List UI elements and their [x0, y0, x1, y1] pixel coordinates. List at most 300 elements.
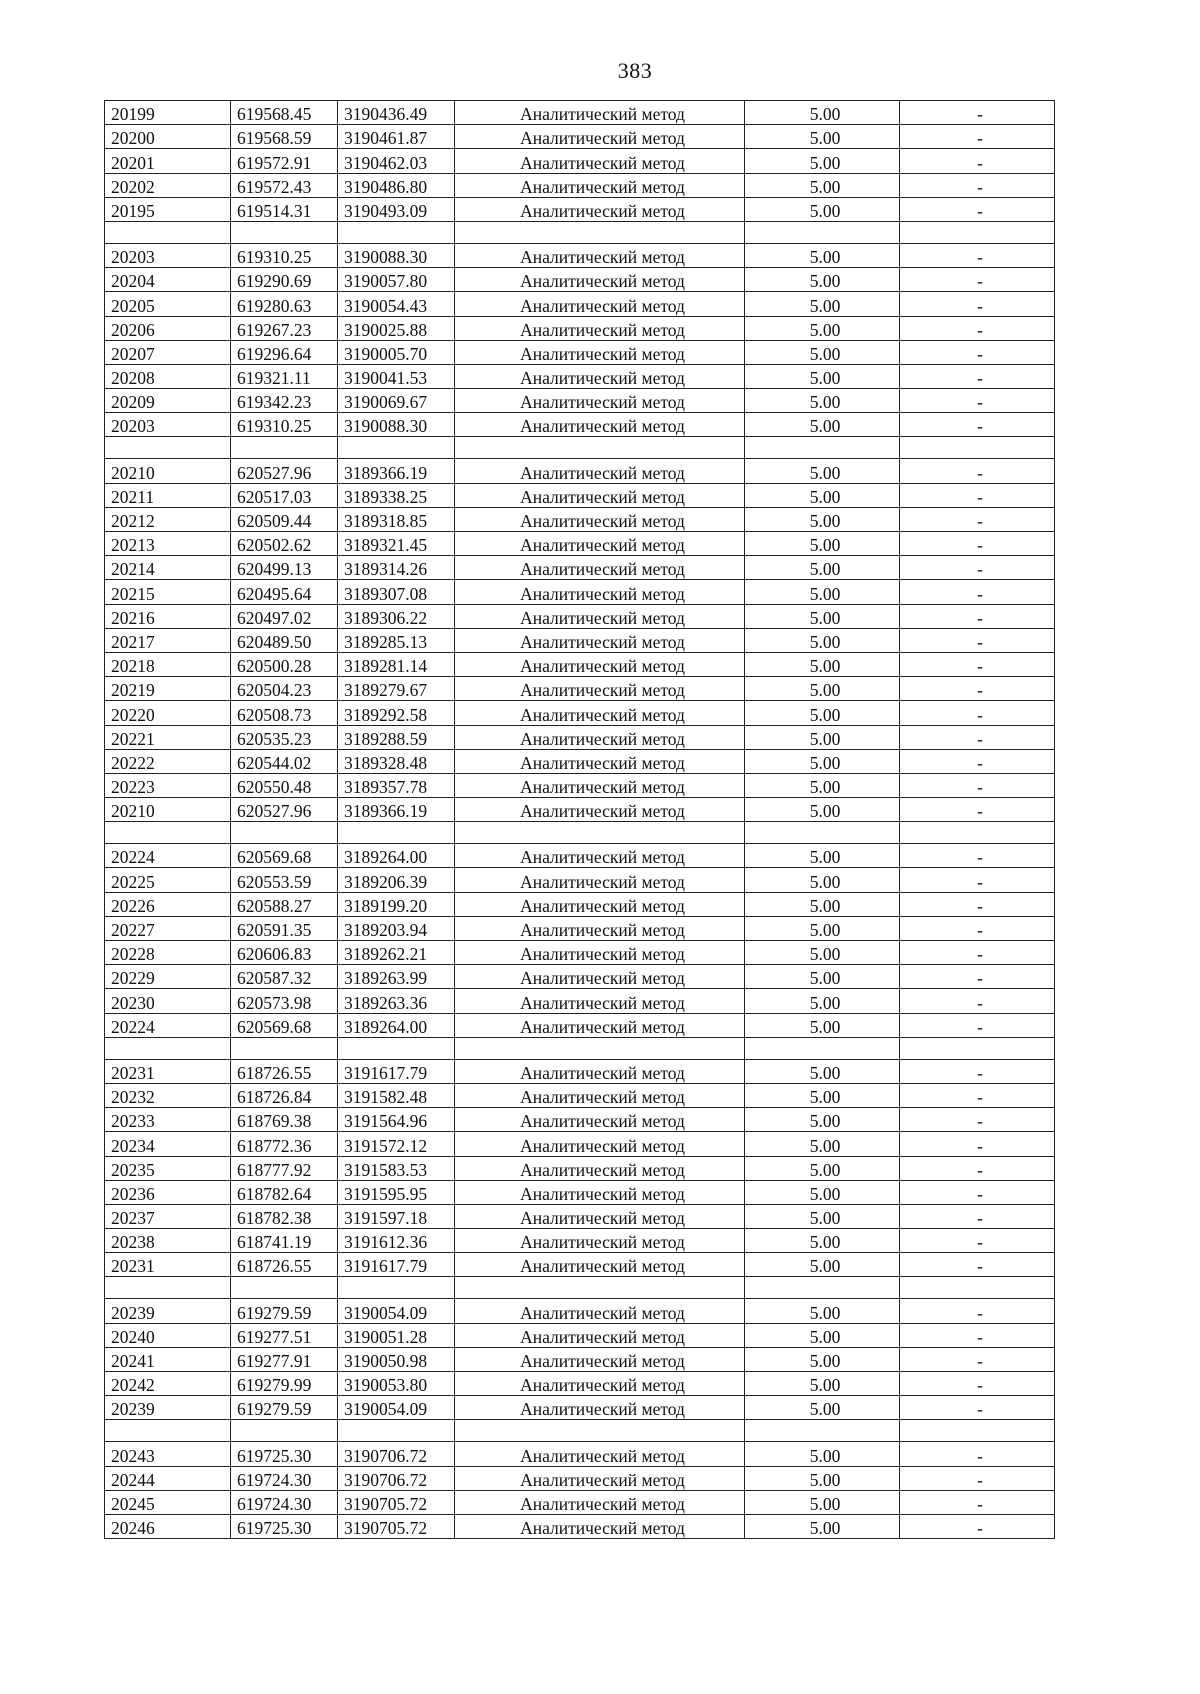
dash-cell: - — [900, 459, 1055, 483]
table-row — [105, 868, 1055, 892]
method-cell: Аналитический метод — [455, 1229, 745, 1253]
empty-cell — [338, 1277, 455, 1299]
method-cell: Аналитический метод — [455, 773, 745, 797]
table-row — [105, 941, 1055, 965]
error-cell: 5.00 — [745, 892, 900, 916]
group-separator-row — [105, 1037, 1055, 1059]
dash-cell: - — [900, 868, 1055, 892]
point-id-cell: 20226 — [105, 892, 231, 916]
y-coordinate-cell: 3190005.70 — [338, 340, 455, 364]
x-coordinate-cell: 620489.50 — [231, 628, 338, 652]
y-coordinate-cell: 3189314.26 — [338, 556, 455, 580]
method-cell: Аналитический метод — [455, 798, 745, 822]
table-row — [105, 1132, 1055, 1156]
table-row — [105, 101, 1055, 125]
point-id-cell: 20207 — [105, 340, 231, 364]
x-coordinate-cell: 619724.30 — [231, 1490, 338, 1514]
dash-cell: - — [900, 483, 1055, 507]
table-row — [105, 1083, 1055, 1107]
table-row — [105, 580, 1055, 604]
error-cell: 5.00 — [745, 268, 900, 292]
empty-cell — [900, 437, 1055, 459]
table-row — [105, 701, 1055, 725]
error-cell: 5.00 — [745, 844, 900, 868]
error-cell: 5.00 — [745, 389, 900, 413]
method-cell: Аналитический метод — [455, 340, 745, 364]
dash-cell: - — [900, 916, 1055, 940]
x-coordinate-cell: 618782.38 — [231, 1204, 338, 1228]
dash-cell: - — [900, 1442, 1055, 1466]
point-id-cell: 20242 — [105, 1372, 231, 1396]
error-cell: 5.00 — [745, 556, 900, 580]
y-coordinate-cell: 3189328.48 — [338, 749, 455, 773]
error-cell: 5.00 — [745, 532, 900, 556]
x-coordinate-cell: 620535.23 — [231, 725, 338, 749]
error-cell: 5.00 — [745, 989, 900, 1013]
x-coordinate-cell: 619342.23 — [231, 389, 338, 413]
method-cell: Аналитический метод — [455, 483, 745, 507]
empty-cell — [900, 822, 1055, 844]
x-coordinate-cell: 618782.64 — [231, 1180, 338, 1204]
y-coordinate-cell: 3189199.20 — [338, 892, 455, 916]
y-coordinate-cell: 3191564.96 — [338, 1108, 455, 1132]
method-cell: Аналитический метод — [455, 868, 745, 892]
y-coordinate-cell: 3189318.85 — [338, 507, 455, 531]
dash-cell: - — [900, 1180, 1055, 1204]
point-id-cell: 20231 — [105, 1253, 231, 1277]
method-cell: Аналитический метод — [455, 1059, 745, 1083]
error-cell: 5.00 — [745, 1108, 900, 1132]
empty-cell — [231, 1277, 338, 1299]
x-coordinate-cell: 620500.28 — [231, 652, 338, 676]
empty-cell — [338, 437, 455, 459]
group-separator-row — [105, 437, 1055, 459]
error-cell: 5.00 — [745, 483, 900, 507]
point-id-cell: 20227 — [105, 916, 231, 940]
point-id-cell: 20195 — [105, 197, 231, 221]
method-cell: Аналитический метод — [455, 1013, 745, 1037]
error-cell: 5.00 — [745, 316, 900, 340]
error-cell: 5.00 — [745, 773, 900, 797]
table-row — [105, 459, 1055, 483]
point-id-cell: 20204 — [105, 268, 231, 292]
empty-cell — [338, 1037, 455, 1059]
error-cell: 5.00 — [745, 243, 900, 267]
y-coordinate-cell: 3190461.87 — [338, 125, 455, 149]
dash-cell: - — [900, 1083, 1055, 1107]
method-cell: Аналитический метод — [455, 101, 745, 125]
error-cell: 5.00 — [745, 1229, 900, 1253]
dash-cell: - — [900, 798, 1055, 822]
method-cell: Аналитический метод — [455, 316, 745, 340]
point-id-cell: 20235 — [105, 1156, 231, 1180]
x-coordinate-cell: 619310.25 — [231, 413, 338, 437]
error-cell: 5.00 — [745, 798, 900, 822]
method-cell: Аналитический метод — [455, 389, 745, 413]
y-coordinate-cell: 3189285.13 — [338, 628, 455, 652]
table-row — [105, 292, 1055, 316]
point-id-cell: 20241 — [105, 1347, 231, 1371]
y-coordinate-cell: 3189263.99 — [338, 965, 455, 989]
y-coordinate-cell: 3189264.00 — [338, 1013, 455, 1037]
empty-cell — [231, 1037, 338, 1059]
error-cell: 5.00 — [745, 292, 900, 316]
table-row — [105, 604, 1055, 628]
method-cell: Аналитический метод — [455, 125, 745, 149]
dash-cell: - — [900, 1347, 1055, 1371]
dash-cell: - — [900, 1229, 1055, 1253]
dash-cell: - — [900, 965, 1055, 989]
x-coordinate-cell: 619279.59 — [231, 1299, 338, 1323]
point-id-cell: 20229 — [105, 965, 231, 989]
empty-cell — [105, 822, 231, 844]
y-coordinate-cell: 3190053.80 — [338, 1372, 455, 1396]
point-id-cell: 20216 — [105, 604, 231, 628]
dash-cell: - — [900, 1013, 1055, 1037]
dash-cell: - — [900, 413, 1055, 437]
table-row — [105, 1156, 1055, 1180]
method-cell: Аналитический метод — [455, 556, 745, 580]
point-id-cell: 20215 — [105, 580, 231, 604]
x-coordinate-cell: 618726.55 — [231, 1253, 338, 1277]
point-id-cell: 20236 — [105, 1180, 231, 1204]
x-coordinate-cell: 618741.19 — [231, 1229, 338, 1253]
point-id-cell: 20208 — [105, 364, 231, 388]
method-cell: Аналитический метод — [455, 1372, 745, 1396]
y-coordinate-cell: 3191582.48 — [338, 1083, 455, 1107]
table-row — [105, 532, 1055, 556]
point-id-cell: 20239 — [105, 1396, 231, 1420]
table-row — [105, 268, 1055, 292]
x-coordinate-cell: 619267.23 — [231, 316, 338, 340]
error-cell: 5.00 — [745, 507, 900, 531]
y-coordinate-cell: 3191612.36 — [338, 1229, 455, 1253]
x-coordinate-cell: 619724.30 — [231, 1466, 338, 1490]
empty-cell — [338, 1420, 455, 1442]
x-coordinate-cell: 620588.27 — [231, 892, 338, 916]
point-id-cell: 20203 — [105, 413, 231, 437]
error-cell: 5.00 — [745, 916, 900, 940]
table-row — [105, 1442, 1055, 1466]
method-cell: Аналитический метод — [455, 1180, 745, 1204]
method-cell: Аналитический метод — [455, 1132, 745, 1156]
y-coordinate-cell: 3190088.30 — [338, 243, 455, 267]
table-row — [105, 1299, 1055, 1323]
y-coordinate-cell: 3191572.12 — [338, 1132, 455, 1156]
table-row — [105, 628, 1055, 652]
error-cell: 5.00 — [745, 749, 900, 773]
y-coordinate-cell: 3189279.67 — [338, 677, 455, 701]
method-cell: Аналитический метод — [455, 197, 745, 221]
empty-cell — [338, 822, 455, 844]
method-cell: Аналитический метод — [455, 1204, 745, 1228]
y-coordinate-cell: 3190436.49 — [338, 101, 455, 125]
point-id-cell: 20206 — [105, 316, 231, 340]
dash-cell: - — [900, 532, 1055, 556]
point-id-cell: 20219 — [105, 677, 231, 701]
table-row — [105, 892, 1055, 916]
dash-cell: - — [900, 507, 1055, 531]
x-coordinate-cell: 620508.73 — [231, 701, 338, 725]
method-cell: Аналитический метод — [455, 892, 745, 916]
error-cell: 5.00 — [745, 413, 900, 437]
dash-cell: - — [900, 1132, 1055, 1156]
dash-cell: - — [900, 292, 1055, 316]
y-coordinate-cell: 3191597.18 — [338, 1204, 455, 1228]
dash-cell: - — [900, 125, 1055, 149]
y-coordinate-cell: 3190057.80 — [338, 268, 455, 292]
dash-cell: - — [900, 316, 1055, 340]
x-coordinate-cell: 620502.62 — [231, 532, 338, 556]
dash-cell: - — [900, 1204, 1055, 1228]
method-cell: Аналитический метод — [455, 1490, 745, 1514]
empty-cell — [231, 1420, 338, 1442]
x-coordinate-cell: 618777.92 — [231, 1156, 338, 1180]
method-cell: Аналитический метод — [455, 532, 745, 556]
point-id-cell: 20225 — [105, 868, 231, 892]
point-id-cell: 20231 — [105, 1059, 231, 1083]
dash-cell: - — [900, 389, 1055, 413]
error-cell: 5.00 — [745, 197, 900, 221]
table-row — [105, 652, 1055, 676]
table-row — [105, 316, 1055, 340]
x-coordinate-cell: 619310.25 — [231, 243, 338, 267]
point-id-cell: 20214 — [105, 556, 231, 580]
y-coordinate-cell: 3190462.03 — [338, 149, 455, 173]
page-number: 383 — [617, 58, 653, 83]
table-row — [105, 1013, 1055, 1037]
table-row — [105, 389, 1055, 413]
dash-cell: - — [900, 173, 1055, 197]
dash-cell: - — [900, 1059, 1055, 1083]
empty-cell — [105, 1420, 231, 1442]
dash-cell: - — [900, 101, 1055, 125]
table-row — [105, 1253, 1055, 1277]
dash-cell: - — [900, 677, 1055, 701]
y-coordinate-cell: 3190051.28 — [338, 1323, 455, 1347]
error-cell: 5.00 — [745, 149, 900, 173]
method-cell: Аналитический метод — [455, 989, 745, 1013]
empty-cell — [338, 221, 455, 243]
y-coordinate-cell: 3190041.53 — [338, 364, 455, 388]
empty-cell — [231, 221, 338, 243]
table-row — [105, 1490, 1055, 1514]
dash-cell: - — [900, 1514, 1055, 1538]
point-id-cell: 20228 — [105, 941, 231, 965]
x-coordinate-cell: 620606.83 — [231, 941, 338, 965]
dash-cell: - — [900, 1323, 1055, 1347]
dash-cell: - — [900, 580, 1055, 604]
dash-cell: - — [900, 892, 1055, 916]
y-coordinate-cell: 3190054.09 — [338, 1299, 455, 1323]
method-cell: Аналитический метод — [455, 1323, 745, 1347]
method-cell: Аналитический метод — [455, 292, 745, 316]
method-cell: Аналитический метод — [455, 149, 745, 173]
table-row — [105, 1372, 1055, 1396]
empty-cell — [231, 822, 338, 844]
dash-cell: - — [900, 556, 1055, 580]
dash-cell: - — [900, 749, 1055, 773]
table-row — [105, 773, 1055, 797]
error-cell: 5.00 — [745, 1490, 900, 1514]
y-coordinate-cell: 3189206.39 — [338, 868, 455, 892]
group-separator-row — [105, 1277, 1055, 1299]
table-row — [105, 507, 1055, 531]
table-row — [105, 1108, 1055, 1132]
point-id-cell: 20239 — [105, 1299, 231, 1323]
point-id-cell: 20199 — [105, 101, 231, 125]
point-id-cell: 20221 — [105, 725, 231, 749]
method-cell: Аналитический метод — [455, 677, 745, 701]
dash-cell: - — [900, 604, 1055, 628]
x-coordinate-cell: 620573.98 — [231, 989, 338, 1013]
error-cell: 5.00 — [745, 1466, 900, 1490]
y-coordinate-cell: 3189366.19 — [338, 798, 455, 822]
table-row — [105, 749, 1055, 773]
method-cell: Аналитический метод — [455, 413, 745, 437]
table-row — [105, 798, 1055, 822]
error-cell: 5.00 — [745, 1180, 900, 1204]
table-row — [105, 677, 1055, 701]
point-id-cell: 20202 — [105, 173, 231, 197]
x-coordinate-cell: 619290.69 — [231, 268, 338, 292]
table-row — [105, 989, 1055, 1013]
dash-cell: - — [900, 989, 1055, 1013]
error-cell: 5.00 — [745, 1083, 900, 1107]
empty-cell — [745, 437, 900, 459]
x-coordinate-cell: 618769.38 — [231, 1108, 338, 1132]
error-cell: 5.00 — [745, 1396, 900, 1420]
dash-cell: - — [900, 197, 1055, 221]
error-cell: 5.00 — [745, 459, 900, 483]
table-row — [105, 1204, 1055, 1228]
dash-cell: - — [900, 1396, 1055, 1420]
empty-cell — [455, 437, 745, 459]
point-id-cell: 20220 — [105, 701, 231, 725]
error-cell: 5.00 — [745, 1132, 900, 1156]
empty-cell — [745, 221, 900, 243]
x-coordinate-cell: 620527.96 — [231, 798, 338, 822]
x-coordinate-cell: 619568.45 — [231, 101, 338, 125]
group-separator-row — [105, 221, 1055, 243]
x-coordinate-cell: 620527.96 — [231, 459, 338, 483]
y-coordinate-cell: 3189203.94 — [338, 916, 455, 940]
group-separator-row — [105, 822, 1055, 844]
y-coordinate-cell: 3190493.09 — [338, 197, 455, 221]
y-coordinate-cell: 3191595.95 — [338, 1180, 455, 1204]
error-cell: 5.00 — [745, 1323, 900, 1347]
table-row — [105, 483, 1055, 507]
method-cell: Аналитический метод — [455, 844, 745, 868]
error-cell: 5.00 — [745, 604, 900, 628]
error-cell: 5.00 — [745, 101, 900, 125]
empty-cell — [745, 1277, 900, 1299]
y-coordinate-cell: 3190050.98 — [338, 1347, 455, 1371]
method-cell: Аналитический метод — [455, 749, 745, 773]
dash-cell: - — [900, 628, 1055, 652]
x-coordinate-cell: 620544.02 — [231, 749, 338, 773]
method-cell: Аналитический метод — [455, 1299, 745, 1323]
x-coordinate-cell: 620509.44 — [231, 507, 338, 531]
method-cell: Аналитический метод — [455, 459, 745, 483]
error-cell: 5.00 — [745, 1514, 900, 1538]
y-coordinate-cell: 3189321.45 — [338, 532, 455, 556]
point-id-cell: 20245 — [105, 1490, 231, 1514]
method-cell: Аналитический метод — [455, 364, 745, 388]
x-coordinate-cell: 619279.99 — [231, 1372, 338, 1396]
x-coordinate-cell: 618726.55 — [231, 1059, 338, 1083]
y-coordinate-cell: 3190025.88 — [338, 316, 455, 340]
table-row — [105, 413, 1055, 437]
x-coordinate-cell: 619725.30 — [231, 1514, 338, 1538]
y-coordinate-cell: 3190054.43 — [338, 292, 455, 316]
x-coordinate-cell: 619279.59 — [231, 1396, 338, 1420]
table-row — [105, 1059, 1055, 1083]
error-cell: 5.00 — [745, 965, 900, 989]
table-row — [105, 197, 1055, 221]
x-coordinate-cell: 619514.31 — [231, 197, 338, 221]
error-cell: 5.00 — [745, 1204, 900, 1228]
x-coordinate-cell: 620495.64 — [231, 580, 338, 604]
error-cell: 5.00 — [745, 364, 900, 388]
error-cell: 5.00 — [745, 677, 900, 701]
x-coordinate-cell: 618772.36 — [231, 1132, 338, 1156]
y-coordinate-cell: 3190054.09 — [338, 1396, 455, 1420]
x-coordinate-cell: 619277.51 — [231, 1323, 338, 1347]
point-id-cell: 20224 — [105, 844, 231, 868]
empty-cell — [105, 1037, 231, 1059]
y-coordinate-cell: 3189338.25 — [338, 483, 455, 507]
x-coordinate-cell: 620504.23 — [231, 677, 338, 701]
method-cell: Аналитический метод — [455, 1514, 745, 1538]
error-cell: 5.00 — [745, 1372, 900, 1396]
method-cell: Аналитический метод — [455, 243, 745, 267]
error-cell: 5.00 — [745, 340, 900, 364]
point-id-cell: 20213 — [105, 532, 231, 556]
dash-cell: - — [900, 725, 1055, 749]
x-coordinate-cell: 619321.11 — [231, 364, 338, 388]
point-id-cell: 20243 — [105, 1442, 231, 1466]
dash-cell: - — [900, 340, 1055, 364]
error-cell: 5.00 — [745, 580, 900, 604]
method-cell: Аналитический метод — [455, 965, 745, 989]
empty-cell — [745, 1037, 900, 1059]
dash-cell: - — [900, 652, 1055, 676]
x-coordinate-cell: 619280.63 — [231, 292, 338, 316]
point-id-cell: 20217 — [105, 628, 231, 652]
x-coordinate-cell: 620569.68 — [231, 844, 338, 868]
y-coordinate-cell: 3189264.00 — [338, 844, 455, 868]
method-cell: Аналитический метод — [455, 580, 745, 604]
point-id-cell: 20232 — [105, 1083, 231, 1107]
empty-cell — [745, 1420, 900, 1442]
y-coordinate-cell: 3190069.67 — [338, 389, 455, 413]
group-separator-row — [105, 1420, 1055, 1442]
empty-cell — [455, 822, 745, 844]
point-id-cell: 20224 — [105, 1013, 231, 1037]
method-cell: Аналитический метод — [455, 1396, 745, 1420]
point-id-cell: 20244 — [105, 1466, 231, 1490]
dash-cell: - — [900, 701, 1055, 725]
error-cell: 5.00 — [745, 652, 900, 676]
error-cell: 5.00 — [745, 868, 900, 892]
error-cell: 5.00 — [745, 701, 900, 725]
x-coordinate-cell: 620517.03 — [231, 483, 338, 507]
method-cell: Аналитический метод — [455, 628, 745, 652]
method-cell: Аналитический метод — [455, 173, 745, 197]
y-coordinate-cell: 3189292.58 — [338, 701, 455, 725]
x-coordinate-cell: 619572.91 — [231, 149, 338, 173]
